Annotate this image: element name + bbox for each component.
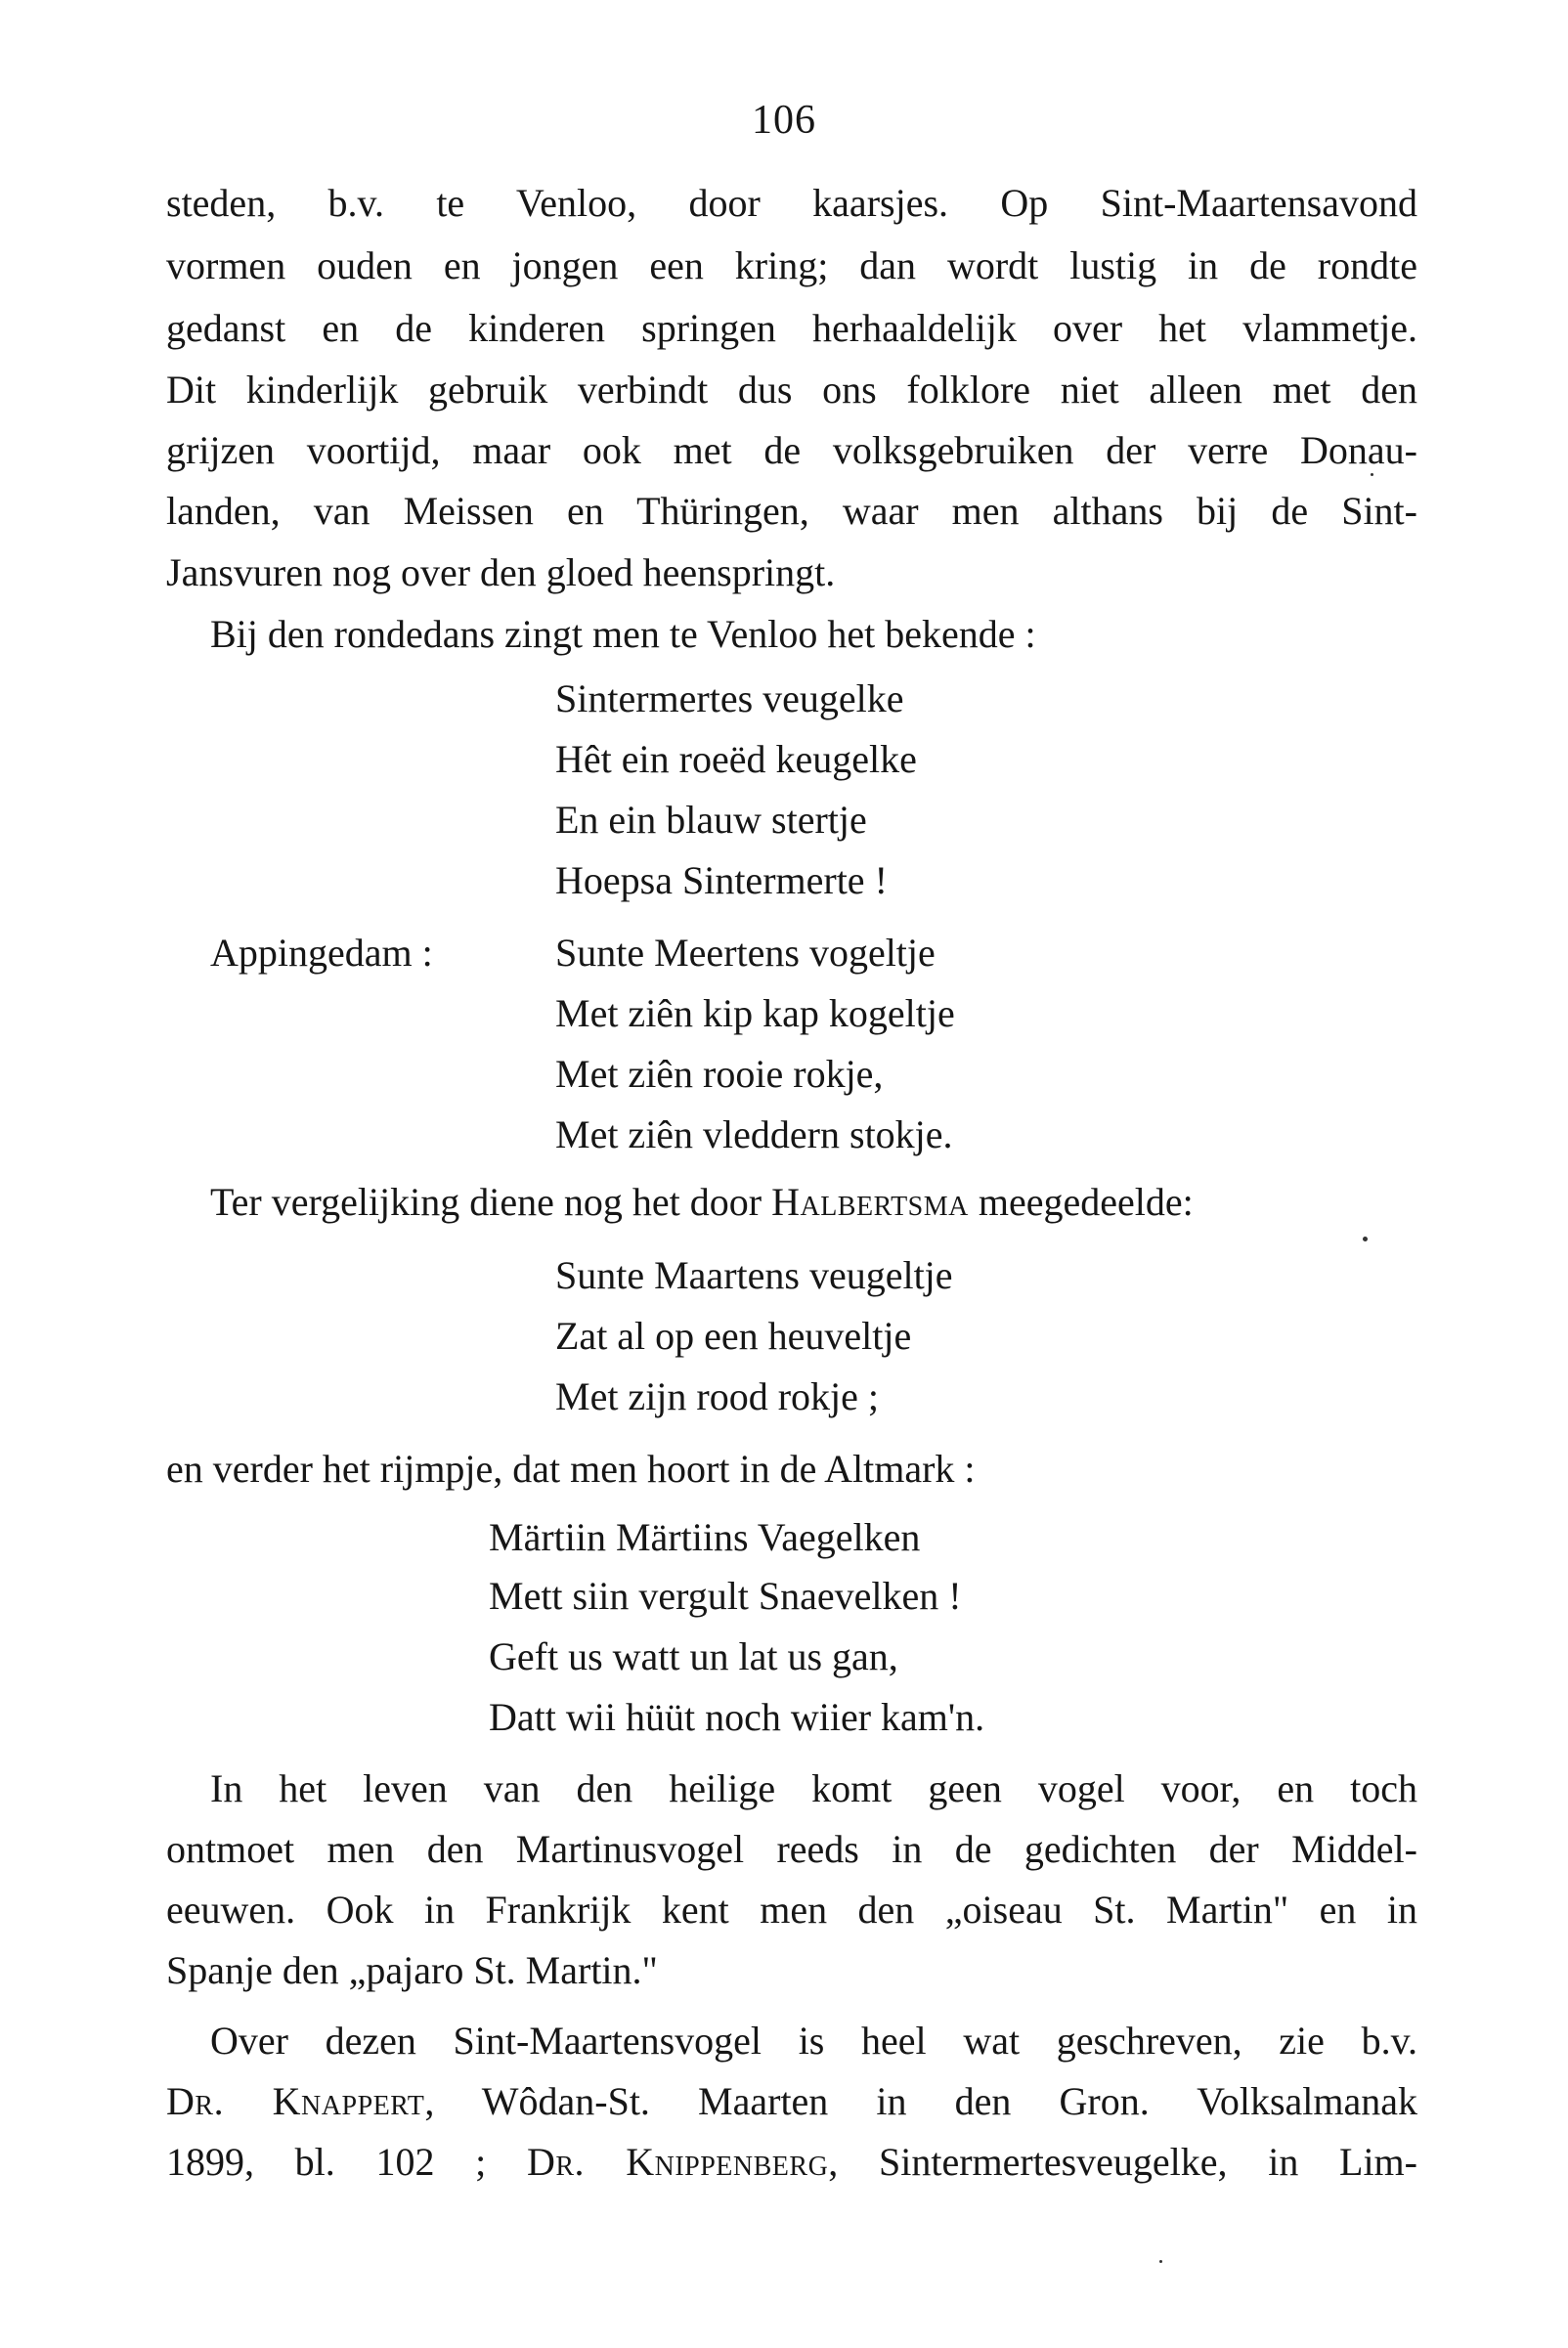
intro-altmark: en verder het rijmpje, dat men hoort in de Altmark : bbox=[166, 1447, 976, 1491]
reference-text: 1899, bl. 102 ; bbox=[166, 2140, 527, 2184]
paragraph-line: vormen ouden en jongen een kring; dan wordt lustig in de rondte bbox=[166, 243, 1417, 287]
paragraph-line: landen, van Meissen en Thüringen, waar men althans bij de Sint- bbox=[166, 489, 1417, 533]
intro-venloo: Bij den rondedans zingt men te Venloo het bekende : bbox=[210, 612, 1036, 656]
intro-halbertsma-text-end: meegedeelde: bbox=[968, 1180, 1194, 1224]
author-name: Halbertsma bbox=[771, 1180, 969, 1224]
verse-line: Hêt ein roeëd keugelke bbox=[555, 737, 917, 781]
label-appingedam: Appingedam : bbox=[210, 931, 433, 975]
paragraph-line bbox=[166, 2138, 1417, 2187]
paragraph-line: Dit kinderlijk gebruik verbindt dus ons folklore niet alleen met den bbox=[166, 368, 1417, 412]
scan-speck bbox=[1159, 2260, 1162, 2263]
page-number: 106 bbox=[752, 98, 816, 143]
paragraph-line bbox=[166, 2077, 1417, 2126]
paragraph-line: gedanst en de kinderen springen herhaaldelijk over het vlammetje. bbox=[166, 306, 1417, 350]
paragraph-line: Over dezen Sint-Maartensvogel is heel wat geschreven, zie b.v. bbox=[210, 2019, 1417, 2063]
scan-speck bbox=[1363, 1237, 1368, 1241]
author-name: Dr. Knippenberg bbox=[526, 2140, 829, 2184]
paragraph-line: In het leven van den heilige komt geen vogel voor, en toch bbox=[210, 1766, 1417, 1810]
paragraph-line: steden, b.v. te Venloo, door kaarsjes. Op Sint-Maartensavond bbox=[166, 181, 1417, 225]
verse-line: Märtiin Märtiins Vaegelken bbox=[489, 1515, 921, 1559]
verse-line: Sintermertes veugelke bbox=[555, 676, 904, 720]
intro-halbertsma-text: Ter vergelijking diene nog het door bbox=[210, 1180, 772, 1224]
verse-line: Met ziên kip kap kogeltje bbox=[555, 991, 955, 1035]
verse-line: Hoepsa Sintermerte ! bbox=[555, 858, 888, 902]
paragraph-line: grijzen voortijd, maar ook met de volksgebruiken der verre Donau- bbox=[166, 428, 1417, 472]
verse-line: Geft us watt un lat us gan, bbox=[489, 1634, 898, 1678]
verse-line: Met ziên rooie rokje, bbox=[555, 1052, 884, 1096]
verse-line: Datt wii hüüt noch wiier kam'n. bbox=[489, 1695, 985, 1739]
reference-text: , Wôdan-St. Maarten in den Gron. Volksalmanak bbox=[424, 2079, 1417, 2123]
paragraph-line: ontmoet men den Martinusvogel reeds in de gedichten der Middel- bbox=[166, 1827, 1417, 1871]
scan-speck bbox=[1371, 473, 1373, 476]
verse-line: Zat al op een heuveltje bbox=[555, 1314, 912, 1358]
verse-line: En ein blauw stertje bbox=[555, 798, 867, 842]
paragraph-line: Jansvuren nog over den gloed heenspringt. bbox=[166, 550, 836, 594]
paragraph-line: eeuwen. Ook in Frankrijk kent men den „oiseau St. Martin" en in bbox=[166, 1888, 1417, 1932]
verse-line: Sunte Maartens veugeltje bbox=[555, 1253, 953, 1297]
verse-line: Sunte Meertens vogeltje bbox=[555, 931, 936, 975]
author-name: Dr. Knappert bbox=[166, 2079, 425, 2123]
verse-line: Met zijn rood rokje ; bbox=[555, 1374, 880, 1418]
verse-line: Mett siin vergult Snaevelken ! bbox=[489, 1574, 962, 1618]
paragraph-line: Spanje den „pajaro St. Martin." bbox=[166, 1948, 658, 1992]
reference-text: , Sintermertesveugelke, in Lim- bbox=[828, 2140, 1417, 2184]
intro-halbertsma bbox=[210, 1178, 1417, 1227]
verse-line: Met ziên vleddern stokje. bbox=[555, 1112, 953, 1156]
